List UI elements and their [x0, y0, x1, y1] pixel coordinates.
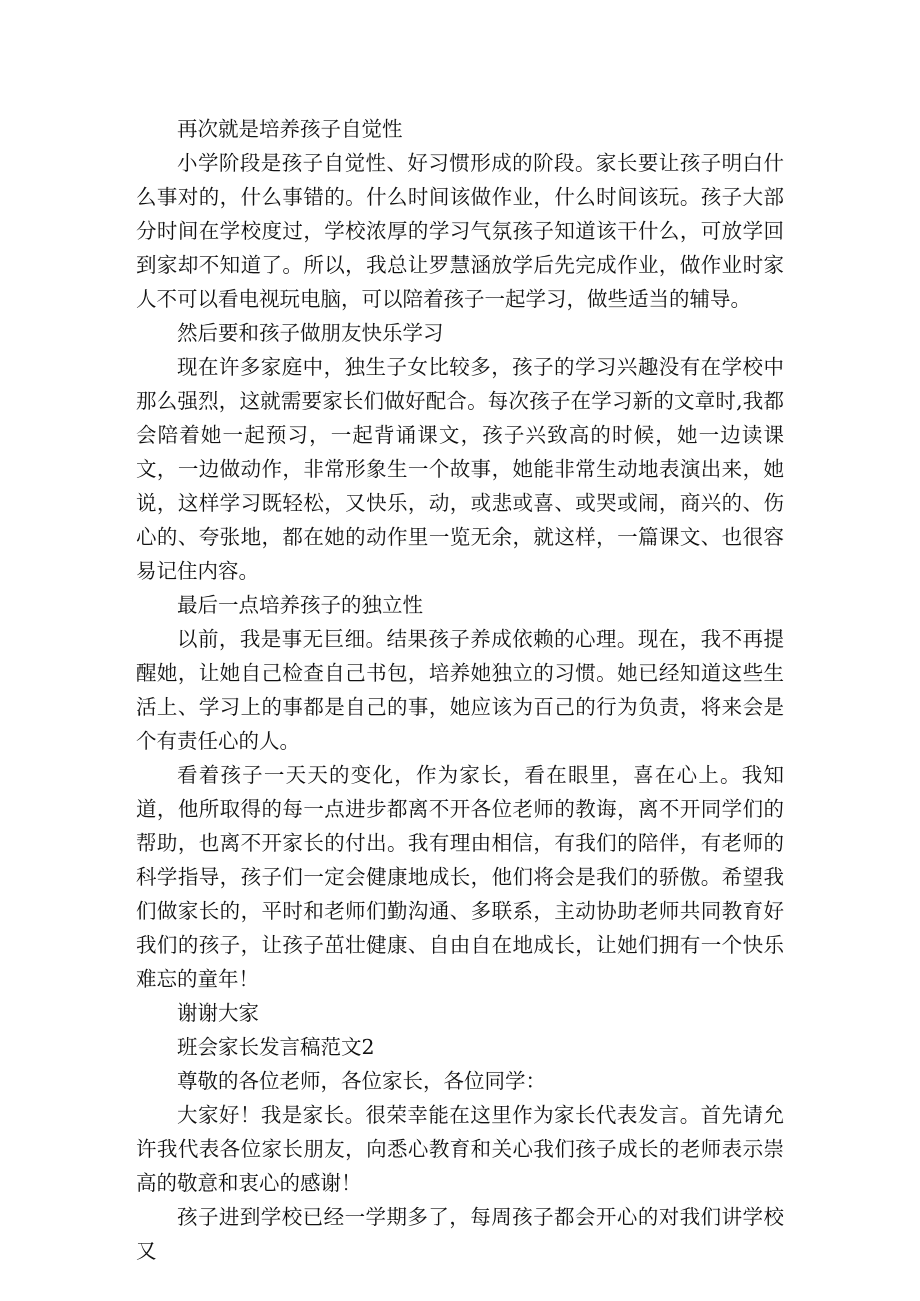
paragraph-self-discipline: 小学阶段是孩子自觉性、好习惯形成的阶段。家长要让孩子明白什么事对的，什么事错的。什么时间该做作业，什么时间该玩。孩子大部分时间在学校度过，学校浓厚的学习气氛孩子知道该干什么，可放学回到家却不知道了。所以，我总让罗慧涵放学后先完成作业，做作业时家人不可以看电视玩电脑，可以陪着孩子一起学习，做些适当的辅导。 — [136, 151, 784, 311]
section-heading-independence: 最后一点培养孩子的独立性 — [177, 593, 423, 617]
salutation: 尊敬的各位老师，各位家长，各位同学： — [177, 1069, 546, 1093]
paragraph-greeting: 大家好！我是家长。很荣幸能在这里作为家长代表发言。首先请允许我代表各位家长朋友，向悉心教育和关心我们孩子成长的老师表示崇高的敬意和衷心的感谢！ — [136, 1103, 784, 1195]
thanks-line: 谢谢大家 — [177, 1001, 259, 1025]
paragraph-closing: 看着孩子一天天的变化，作为家长，看在眼里，喜在心上。我知道，他所取得的每一点进步都离不开各位老师的教诲，离不开同学们的帮助，也离不开家长的付出。我有理由相信，有我们的陪伴，有老师的科学指导，孩子们一定会健康地成长，他们将会是我们的骄傲。希望我们做家长的，平时和老师们勤沟通、多联系，主动协助老师共同教育好我们的孩子，让孩子茁壮健康、自由自在地成长，让她们拥有一个快乐难忘的童年！ — [136, 763, 784, 991]
paragraph-independence: 以前，我是事无巨细。结果孩子养成依赖的心理。现在，我不再提醒她，让她自己检查自己书包，培养她独立的习惯。她已经知道这些生活上、学习上的事都是自己的事，她应该为百己的行为负责，将来会是个有责任心的人。 — [136, 627, 784, 753]
paragraph-friendship: 现在许多家庭中，独生子女比较多，孩子的学习兴趣没有在学校中那么强烈，这就需要家长们做好配合。每次孩子在学习新的文章时,我都会陪着她一起预习，一起背诵课文，孩子兴致高的时候，她一边读课文，一边做动作，非常形象生一个故事，她能非常生动地表演出来，她说，这样学习既轻松，又快乐，动，或悲或喜、或哭或闹，商兴的、伤心的、夸张地，都在她的动作里一览无余，就这样，一篇课文、也很容易记住内容。 — [136, 355, 784, 583]
essay-title-2: 班会家长发言稿范文2 — [177, 1035, 375, 1059]
section-heading-friendship: 然后要和孩子做朋友快乐学习 — [177, 321, 444, 345]
paragraph-continuation: 孩子进到学校已经一学期多了，每周孩子都会开心的对我们讲学校又 — [136, 1205, 784, 1263]
section-heading-self-discipline: 再次就是培养孩子自觉性 — [177, 117, 403, 141]
document-body — [136, 112, 784, 1268]
